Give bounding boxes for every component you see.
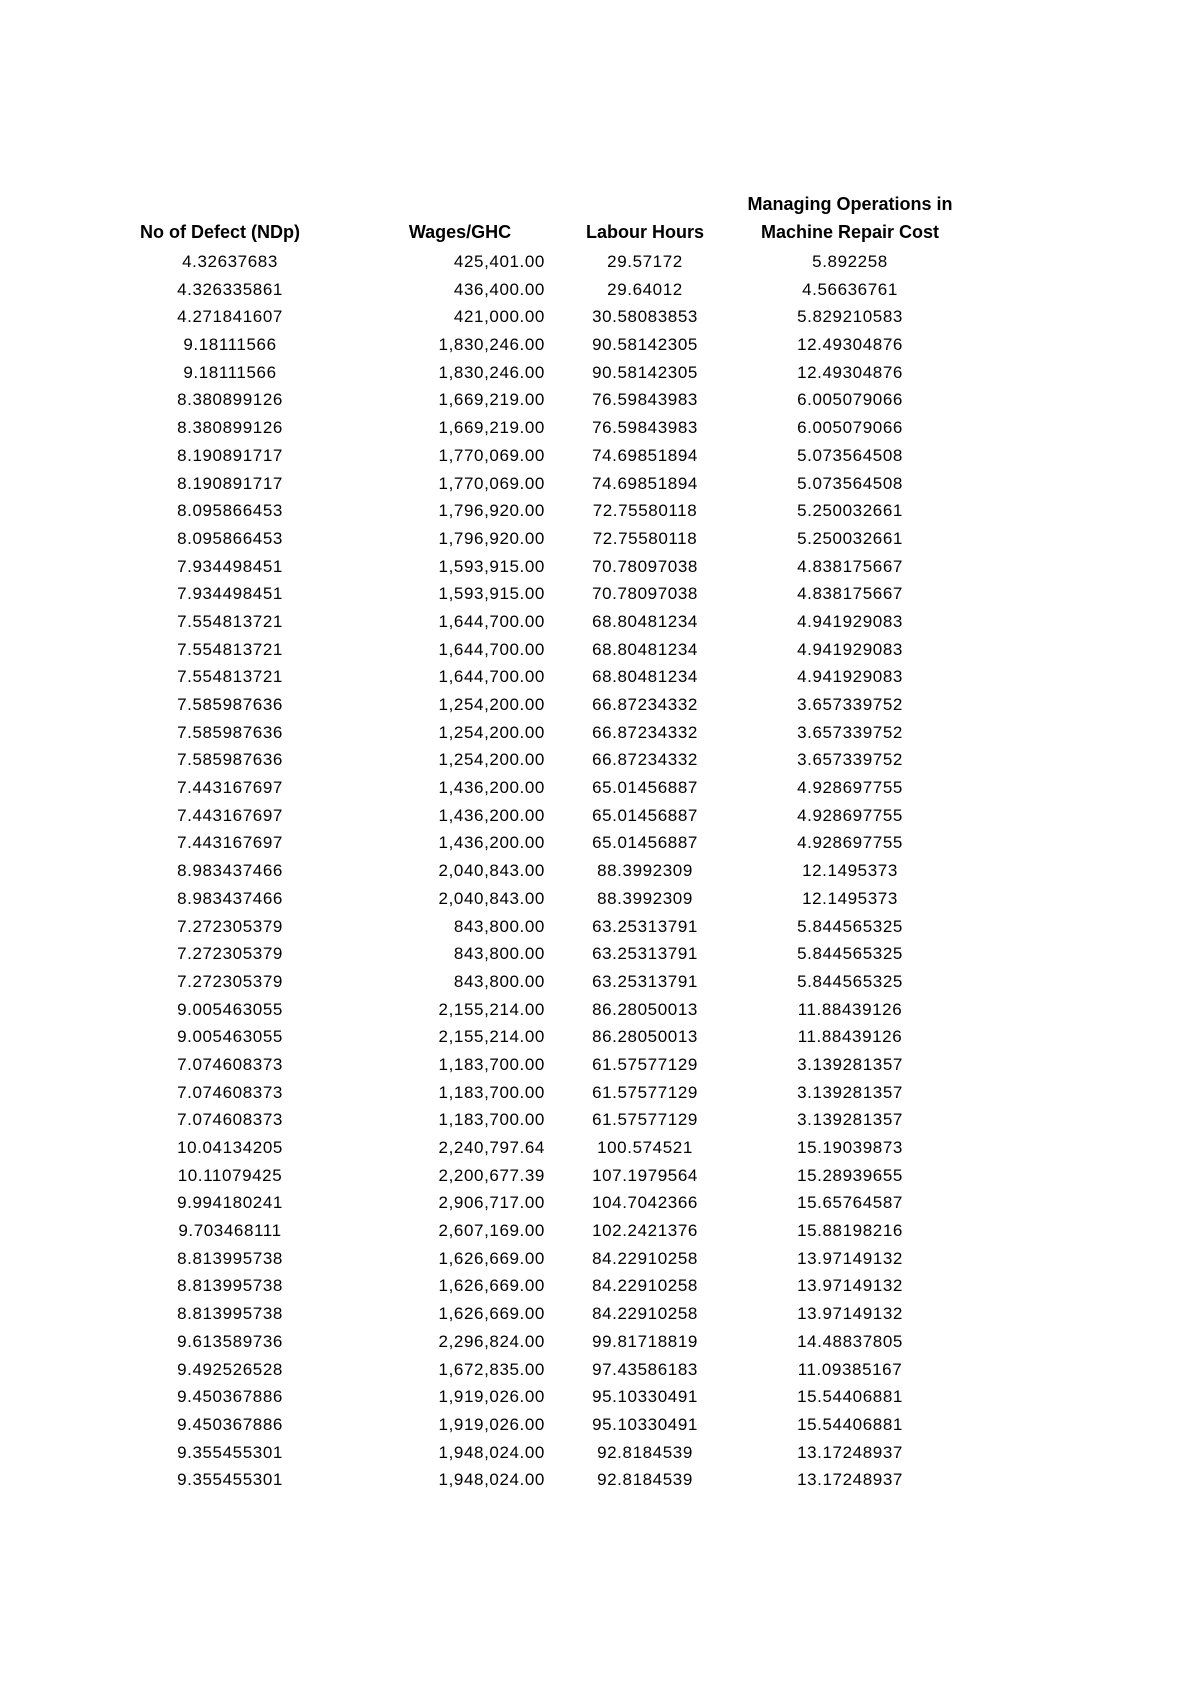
cell-wages: 2,040,843.00: [438, 861, 545, 881]
table-row: [0, 996, 1200, 1024]
table-row: [0, 1106, 1200, 1134]
cell-wages: 1,593,915.00: [438, 556, 545, 576]
cell-repair-cost: 12.1495373: [802, 888, 898, 908]
cell-wages: 1,919,026.00: [438, 1414, 545, 1434]
table-row: [0, 1189, 1200, 1217]
table-row: [0, 442, 1200, 470]
cell-repair-cost: 14.48837805: [797, 1331, 903, 1351]
table-row: [0, 553, 1200, 581]
table-row: [0, 1466, 1200, 1494]
cell-hours: 84.22910258: [592, 1304, 698, 1324]
cell-defects: 7.443167697: [177, 778, 283, 798]
cell-defects: 4.271841607: [177, 307, 283, 327]
header-repair-cost: [730, 190, 970, 246]
cell-repair-cost: 5.073564508: [797, 445, 903, 465]
table-row: [0, 719, 1200, 747]
cell-wages: 1,644,700.00: [438, 639, 545, 659]
cell-wages: 2,906,717.00: [438, 1193, 545, 1213]
cell-wages: 1,796,920.00: [438, 501, 545, 521]
cell-defects: 7.074608373: [177, 1054, 283, 1074]
cell-wages: 1,436,200.00: [438, 833, 545, 853]
cell-repair-cost: 3.139281357: [797, 1110, 903, 1130]
cell-repair-cost: 11.88439126: [797, 999, 903, 1019]
cell-repair-cost: 5.073564508: [797, 473, 903, 493]
cell-defects: 7.272305379: [177, 916, 283, 936]
cell-wages: 1,644,700.00: [438, 611, 545, 631]
cell-wages: 1,948,024.00: [438, 1470, 545, 1490]
cell-hours: 66.87234332: [592, 722, 698, 742]
cell-defects: 7.554813721: [177, 667, 283, 687]
cell-defects: 7.585987636: [177, 695, 283, 714]
cell-hours: 68.80481234: [592, 639, 698, 659]
cell-wages: 1,672,835.00: [438, 1359, 545, 1379]
cell-defects: 9.005463055: [177, 999, 283, 1019]
table-row: [0, 774, 1200, 802]
cell-wages: 1,183,700.00: [438, 1082, 545, 1102]
cell-hours: 84.22910258: [592, 1276, 698, 1296]
table-row: [0, 1300, 1200, 1328]
cell-repair-cost: 5.250032661: [797, 528, 903, 548]
cell-defects: 7.443167697: [177, 833, 283, 853]
table-body: [0, 248, 1200, 1494]
table-header: [0, 190, 1200, 246]
cell-defects: 4.326335861: [177, 279, 283, 299]
cell-repair-cost: 4.928697755: [797, 833, 903, 853]
cell-hours: 88.3992309: [597, 888, 693, 908]
cell-hours: 65.01456887: [592, 833, 698, 853]
cell-hours: 63.25313791: [592, 916, 698, 936]
cell-hours: 66.87234332: [592, 695, 698, 714]
cell-defects: 9.994180241: [177, 1193, 283, 1213]
cell-repair-cost: 5.844565325: [797, 916, 903, 936]
cell-hours: 63.25313791: [592, 971, 698, 991]
cell-defects: 8.380899126: [177, 418, 283, 438]
cell-wages: 2,155,214.00: [438, 999, 545, 1019]
cell-defects: 9.613589736: [177, 1331, 283, 1351]
cell-defects: 9.450367886: [177, 1387, 283, 1407]
table-row: [0, 691, 1200, 719]
cell-hours: 76.59843983: [592, 390, 698, 410]
cell-wages: 1,626,669.00: [438, 1276, 545, 1296]
cell-repair-cost: 4.928697755: [797, 778, 903, 798]
cell-hours: 92.8184539: [597, 1442, 693, 1462]
table-row: [0, 829, 1200, 857]
cell-defects: 7.272305379: [177, 944, 283, 964]
cell-hours: 30.58083853: [592, 307, 698, 327]
cell-wages: 1,626,669.00: [438, 1248, 545, 1268]
cell-repair-cost: 5.892258: [812, 252, 888, 271]
cell-hours: 86.28050013: [592, 999, 698, 1019]
cell-repair-cost: 4.928697755: [797, 805, 903, 825]
table-row: [0, 1383, 1200, 1411]
cell-wages: 1,436,200.00: [438, 805, 545, 825]
cell-repair-cost: 15.19039873: [797, 1138, 903, 1157]
cell-wages: 2,296,824.00: [438, 1331, 545, 1351]
cell-defects: 7.554813721: [177, 639, 283, 659]
cell-wages: 1,254,200.00: [438, 722, 545, 742]
cell-repair-cost: 5.844565325: [797, 971, 903, 991]
table-row: [0, 802, 1200, 830]
cell-hours: 63.25313791: [592, 944, 698, 964]
table-row: [0, 580, 1200, 608]
cell-wages: 843,800.00: [453, 916, 545, 936]
cell-hours: 97.43586183: [592, 1359, 698, 1379]
cell-repair-cost: 13.97149132: [797, 1276, 903, 1296]
table-row: [0, 303, 1200, 331]
cell-repair-cost: 11.09385167: [797, 1359, 903, 1379]
cell-hours: 72.75580118: [592, 528, 698, 548]
table-row: [0, 1439, 1200, 1467]
cell-defects: 8.813995738: [177, 1248, 283, 1268]
cell-hours: 29.64012: [607, 279, 683, 299]
cell-defects: 9.703468111: [178, 1221, 282, 1241]
header-wages-label: Wages/GHC: [408, 222, 512, 242]
cell-repair-cost: 6.005079066: [797, 390, 903, 410]
table-row: [0, 857, 1200, 885]
cell-repair-cost: 13.17248937: [797, 1442, 903, 1462]
cell-hours: 92.8184539: [597, 1470, 693, 1490]
cell-repair-cost: 4.941929083: [797, 639, 903, 659]
cell-wages: 1,669,219.00: [438, 390, 545, 410]
cell-defects: 9.355455301: [177, 1470, 283, 1490]
cell-hours: 88.3992309: [597, 861, 693, 881]
cell-hours: 90.58142305: [592, 362, 698, 382]
cell-wages: 1,436,200.00: [438, 778, 545, 798]
cell-hours: 102.2421376: [592, 1221, 698, 1241]
cell-repair-cost: 4.56636761: [802, 279, 898, 299]
cell-defects: 8.095866453: [177, 501, 283, 521]
cell-hours: 70.78097038: [592, 556, 698, 576]
cell-repair-cost: 13.97149132: [797, 1304, 903, 1324]
cell-wages: 843,800.00: [453, 971, 545, 991]
cell-defects: 8.983437466: [177, 888, 283, 908]
cell-wages: 1,770,069.00: [438, 445, 545, 465]
cell-defects: 7.585987636: [177, 750, 283, 770]
cell-hours: 70.78097038: [592, 584, 698, 604]
cell-repair-cost: 3.139281357: [797, 1082, 903, 1102]
cell-defects: 7.554813721: [177, 611, 283, 631]
cell-hours: 76.59843983: [592, 418, 698, 438]
cell-hours: 72.75580118: [592, 501, 698, 521]
table-row: [0, 968, 1200, 996]
cell-repair-cost: 12.1495373: [802, 861, 898, 881]
cell-hours: 95.10330491: [592, 1414, 698, 1434]
cell-hours: 100.574521: [597, 1138, 693, 1157]
table-row: [0, 1023, 1200, 1051]
table-row: [0, 746, 1200, 774]
table-row: [0, 1051, 1200, 1079]
cell-repair-cost: 15.54406881: [797, 1387, 903, 1407]
cell-defects: 7.585987636: [177, 722, 283, 742]
table-row: [0, 636, 1200, 664]
cell-wages: 2,240,797.64: [438, 1138, 545, 1157]
cell-hours: 61.57577129: [592, 1110, 698, 1130]
cell-hours: 90.58142305: [592, 335, 698, 355]
cell-wages: 1,948,024.00: [438, 1442, 545, 1462]
cell-wages: 1,183,700.00: [438, 1054, 545, 1074]
cell-defects: 10.11079425: [177, 1165, 283, 1185]
cell-wages: 1,830,246.00: [438, 362, 545, 382]
cell-wages: 1,919,026.00: [438, 1387, 545, 1407]
cell-wages: 2,607,169.00: [438, 1221, 545, 1241]
header-defects-label: No of Defect (NDp): [140, 222, 300, 242]
cell-hours: 86.28050013: [592, 1027, 698, 1047]
table-row: [0, 359, 1200, 387]
cell-defects: 7.074608373: [177, 1110, 283, 1130]
table-row: [0, 1079, 1200, 1107]
cell-wages: 425,401.00: [453, 252, 545, 271]
cell-defects: 9.492526528: [177, 1359, 283, 1379]
cell-defects: 8.190891717: [177, 445, 283, 465]
cell-defects: 8.095866453: [177, 528, 283, 548]
cell-hours: 68.80481234: [592, 667, 698, 687]
cell-hours: 66.87234332: [592, 750, 698, 770]
cell-hours: 74.69851894: [592, 445, 698, 465]
table-row: [0, 913, 1200, 941]
table-row: [0, 1356, 1200, 1384]
table-row: [0, 1162, 1200, 1190]
cell-repair-cost: 3.139281357: [797, 1054, 903, 1074]
table-row: [0, 414, 1200, 442]
table-row: [0, 470, 1200, 498]
cell-hours: 29.57172: [607, 252, 683, 271]
cell-hours: 95.10330491: [592, 1387, 698, 1407]
cell-wages: 1,254,200.00: [438, 695, 545, 714]
cell-repair-cost: 3.657339752: [797, 722, 903, 742]
table-row: [0, 1134, 1200, 1162]
cell-hours: 61.57577129: [592, 1082, 698, 1102]
cell-repair-cost: 3.657339752: [797, 750, 903, 770]
cell-hours: 61.57577129: [592, 1054, 698, 1074]
cell-defects: 8.983437466: [177, 861, 283, 881]
table-row: [0, 276, 1200, 304]
cell-defects: 7.934498451: [177, 584, 283, 604]
cell-repair-cost: 3.657339752: [797, 695, 903, 714]
cell-wages: 1,796,920.00: [438, 528, 545, 548]
table-row: [0, 663, 1200, 691]
cell-wages: 1,830,246.00: [438, 335, 545, 355]
table-row: [0, 386, 1200, 414]
cell-wages: 1,254,200.00: [438, 750, 545, 770]
table-row: [0, 608, 1200, 636]
cell-defects: 7.934498451: [177, 556, 283, 576]
cell-hours: 65.01456887: [592, 805, 698, 825]
cell-defects: 9.18111566: [183, 362, 277, 382]
table-row: [0, 1272, 1200, 1300]
cell-wages: 1,183,700.00: [438, 1110, 545, 1130]
cell-hours: 74.69851894: [592, 473, 698, 493]
cell-wages: 2,200,677.39: [438, 1165, 545, 1185]
cell-repair-cost: 15.54406881: [797, 1414, 903, 1434]
table-row: [0, 1411, 1200, 1439]
cell-defects: 7.443167697: [177, 805, 283, 825]
cell-hours: 68.80481234: [592, 611, 698, 631]
cell-wages: 1,593,915.00: [438, 584, 545, 604]
cell-wages: 2,040,843.00: [438, 888, 545, 908]
header-wages: [380, 218, 540, 246]
cell-defects: 8.380899126: [177, 390, 283, 410]
cell-repair-cost: 5.250032661: [797, 501, 903, 521]
cell-defects: 8.813995738: [177, 1304, 283, 1324]
cell-defects: 9.450367886: [177, 1414, 283, 1434]
cell-repair-cost: 15.28939655: [797, 1165, 903, 1185]
cell-defects: 7.272305379: [177, 971, 283, 991]
header-hours: [560, 218, 730, 246]
cell-defects: 9.18111566: [183, 335, 277, 355]
cell-wages: 421,000.00: [453, 307, 545, 327]
cell-repair-cost: 6.005079066: [797, 418, 903, 438]
cell-repair-cost: 13.97149132: [797, 1248, 903, 1268]
table-row: [0, 940, 1200, 968]
header-defects: [120, 218, 320, 246]
cell-defects: 8.190891717: [177, 473, 283, 493]
table-row: [0, 1328, 1200, 1356]
cell-repair-cost: 11.88439126: [797, 1027, 903, 1047]
cell-defects: 9.005463055: [177, 1027, 283, 1047]
table-row: [0, 885, 1200, 913]
header-repair-line2: Machine Repair Cost: [760, 222, 940, 242]
cell-repair-cost: 12.49304876: [797, 335, 903, 355]
table-row: [0, 248, 1200, 276]
cell-wages: 1,644,700.00: [438, 667, 545, 687]
cell-repair-cost: 15.65764587: [797, 1193, 903, 1213]
table-row: [0, 1217, 1200, 1245]
table-row: [0, 525, 1200, 553]
cell-repair-cost: 5.829210583: [797, 307, 903, 327]
table-row: [0, 497, 1200, 525]
cell-defects: 7.074608373: [177, 1082, 283, 1102]
cell-wages: 436,400.00: [453, 279, 545, 299]
cell-repair-cost: 5.844565325: [797, 944, 903, 964]
cell-hours: 84.22910258: [592, 1248, 698, 1268]
cell-defects: 8.813995738: [177, 1276, 283, 1296]
cell-wages: 1,626,669.00: [438, 1304, 545, 1324]
cell-repair-cost: 12.49304876: [797, 362, 903, 382]
cell-hours: 65.01456887: [592, 778, 698, 798]
cell-repair-cost: 4.838175667: [797, 556, 903, 576]
table-row: [0, 331, 1200, 359]
cell-repair-cost: 13.17248937: [797, 1470, 903, 1490]
header-repair-line1: Managing Operations in: [747, 194, 953, 214]
cell-defects: 9.355455301: [177, 1442, 283, 1462]
cell-defects: 4.32637683: [182, 252, 278, 271]
cell-hours: 107.1979564: [592, 1165, 698, 1185]
header-hours-label: Labour Hours: [585, 222, 704, 242]
cell-defects: 10.04134205: [177, 1138, 283, 1157]
cell-wages: 1,669,219.00: [438, 418, 545, 438]
cell-repair-cost: 4.838175667: [797, 584, 903, 604]
table-row: [0, 1245, 1200, 1273]
cell-wages: 1,770,069.00: [438, 473, 545, 493]
cell-hours: 104.7042366: [592, 1193, 698, 1213]
cell-repair-cost: 4.941929083: [797, 667, 903, 687]
cell-repair-cost: 4.941929083: [797, 611, 903, 631]
cell-repair-cost: 15.88198216: [797, 1221, 903, 1241]
cell-hours: 99.81718819: [592, 1331, 698, 1351]
cell-wages: 2,155,214.00: [438, 1027, 545, 1047]
cell-wages: 843,800.00: [453, 944, 545, 964]
